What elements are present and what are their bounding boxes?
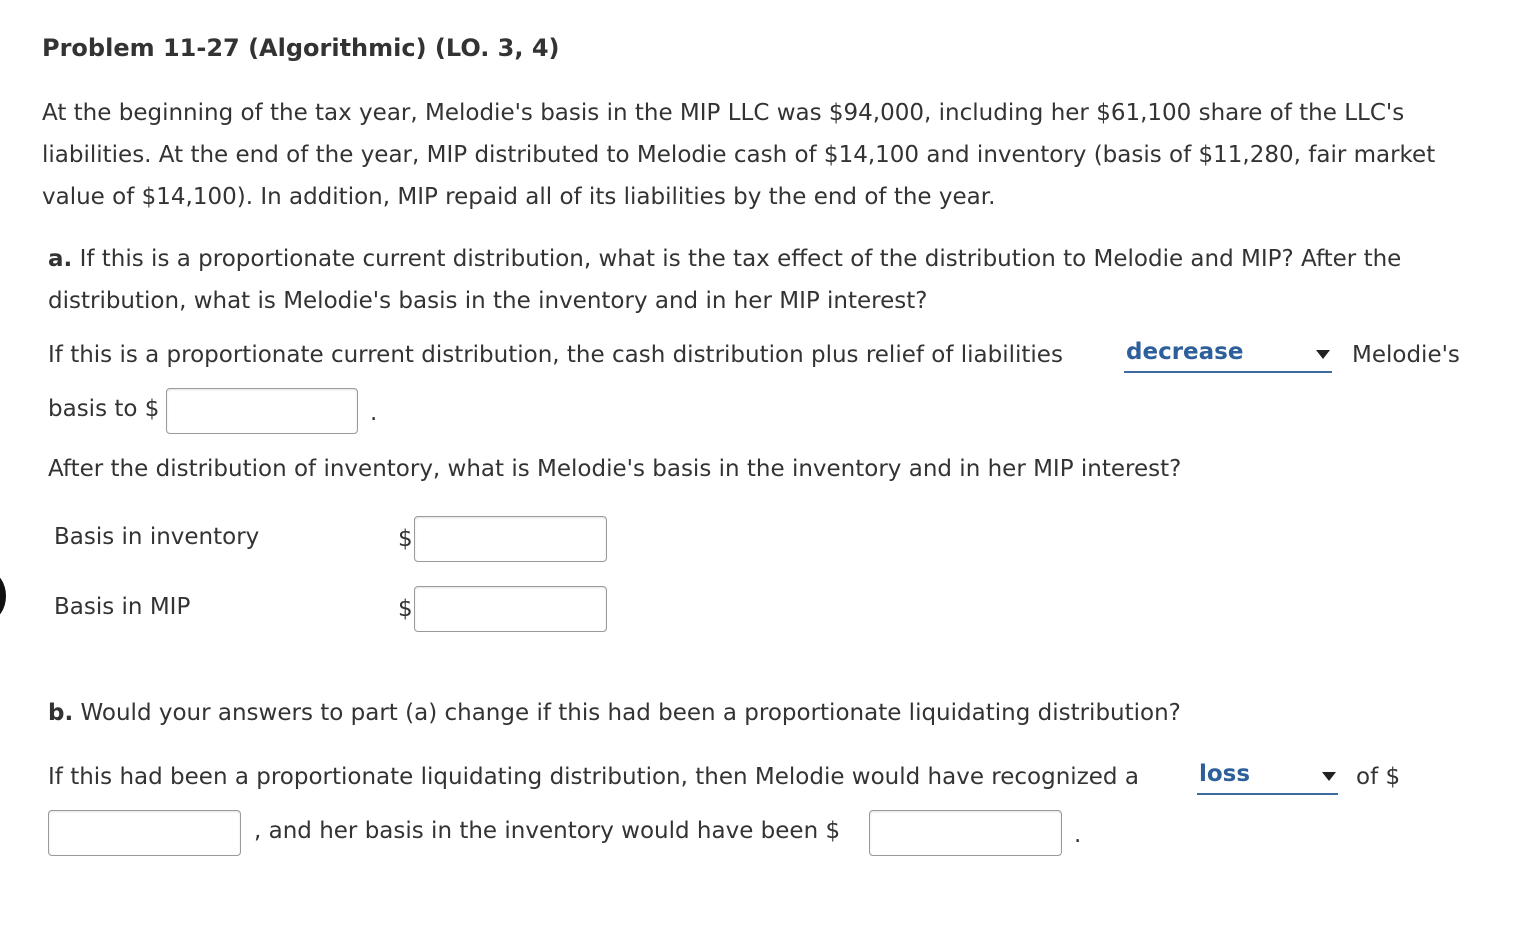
part-b-amount-input[interactable] bbox=[48, 810, 241, 856]
chevron-down-icon bbox=[1316, 350, 1330, 359]
left-edge-circle-decoration bbox=[0, 572, 6, 620]
part-a-label: a. bbox=[48, 246, 73, 272]
part-a-basis-to-label: basis to $ bbox=[48, 396, 160, 422]
part-b-period: . bbox=[1074, 822, 1082, 848]
problem-title: Problem 11-27 (Algorithmic) (LO. 3, 4) bbox=[42, 34, 560, 62]
part-b-result-dropdown[interactable] bbox=[1197, 761, 1338, 795]
part-b-question bbox=[48, 700, 1181, 726]
part-b-question-text: Would your answers to part (a) change if this had been a proportionate liquidating distribution? bbox=[80, 700, 1181, 726]
basis-mip-label: Basis in MIP bbox=[54, 594, 191, 620]
basis-mip-input[interactable] bbox=[414, 586, 607, 632]
basis-inventory-label: Basis in inventory bbox=[54, 524, 260, 550]
part-b-result-dropdown-value: loss bbox=[1199, 761, 1251, 787]
part-b-label: b. bbox=[48, 700, 74, 726]
part-b-sentence-pre: If this had been a proportionate liquidating distribution, then Melodie would have recognized a bbox=[48, 764, 1139, 790]
part-b-sentence-post: of $ bbox=[1356, 764, 1401, 790]
part-b-middle-text: , and her basis in the inventory would have been $ bbox=[254, 818, 841, 844]
basis-inventory-input[interactable] bbox=[414, 516, 607, 562]
part-a-question-line2: distribution, what is Melodie's basis in the inventory and in her MIP interest? bbox=[48, 288, 928, 314]
part-a-sentence-pre: If this is a proportionate current distribution, the cash distribution plus relief of liabilities bbox=[48, 342, 1063, 368]
part-a-sentence-post: Melodie's bbox=[1352, 342, 1460, 368]
part-a-period: . bbox=[370, 400, 378, 426]
part-a-effect-dropdown-value: decrease bbox=[1126, 339, 1244, 365]
part-a-basis-to-input[interactable] bbox=[166, 388, 358, 434]
part-a-after-question: After the distribution of inventory, what is Melodie's basis in the inventory and in her MIP interest? bbox=[48, 456, 1182, 482]
part-a-question-text: If this is a proportionate current distribution, what is the tax effect of the distribution to Melodie and MIP? After the bbox=[79, 246, 1402, 272]
part-a-question-line1 bbox=[48, 246, 1401, 272]
problem-paragraph bbox=[42, 92, 1522, 218]
problem-paragraph-line: liabilities. At the end of the year, MIP distributed to Melodie cash of $14,100 and inventory (basis of $11,280, fair market bbox=[42, 142, 1436, 168]
basis-inventory-currency: $ bbox=[398, 526, 413, 552]
chevron-down-icon bbox=[1322, 772, 1336, 781]
basis-mip-currency: $ bbox=[398, 596, 413, 622]
problem-paragraph-line: At the beginning of the tax year, Melodie's basis in the MIP LLC was $94,000, including her $61,100 share of the LLC's bbox=[42, 100, 1405, 126]
part-a-effect-dropdown[interactable] bbox=[1124, 339, 1332, 373]
problem-paragraph-line: value of $14,100). In addition, MIP repaid all of its liabilities by the end of the year. bbox=[42, 184, 996, 210]
part-b-inventory-input[interactable] bbox=[869, 810, 1062, 856]
